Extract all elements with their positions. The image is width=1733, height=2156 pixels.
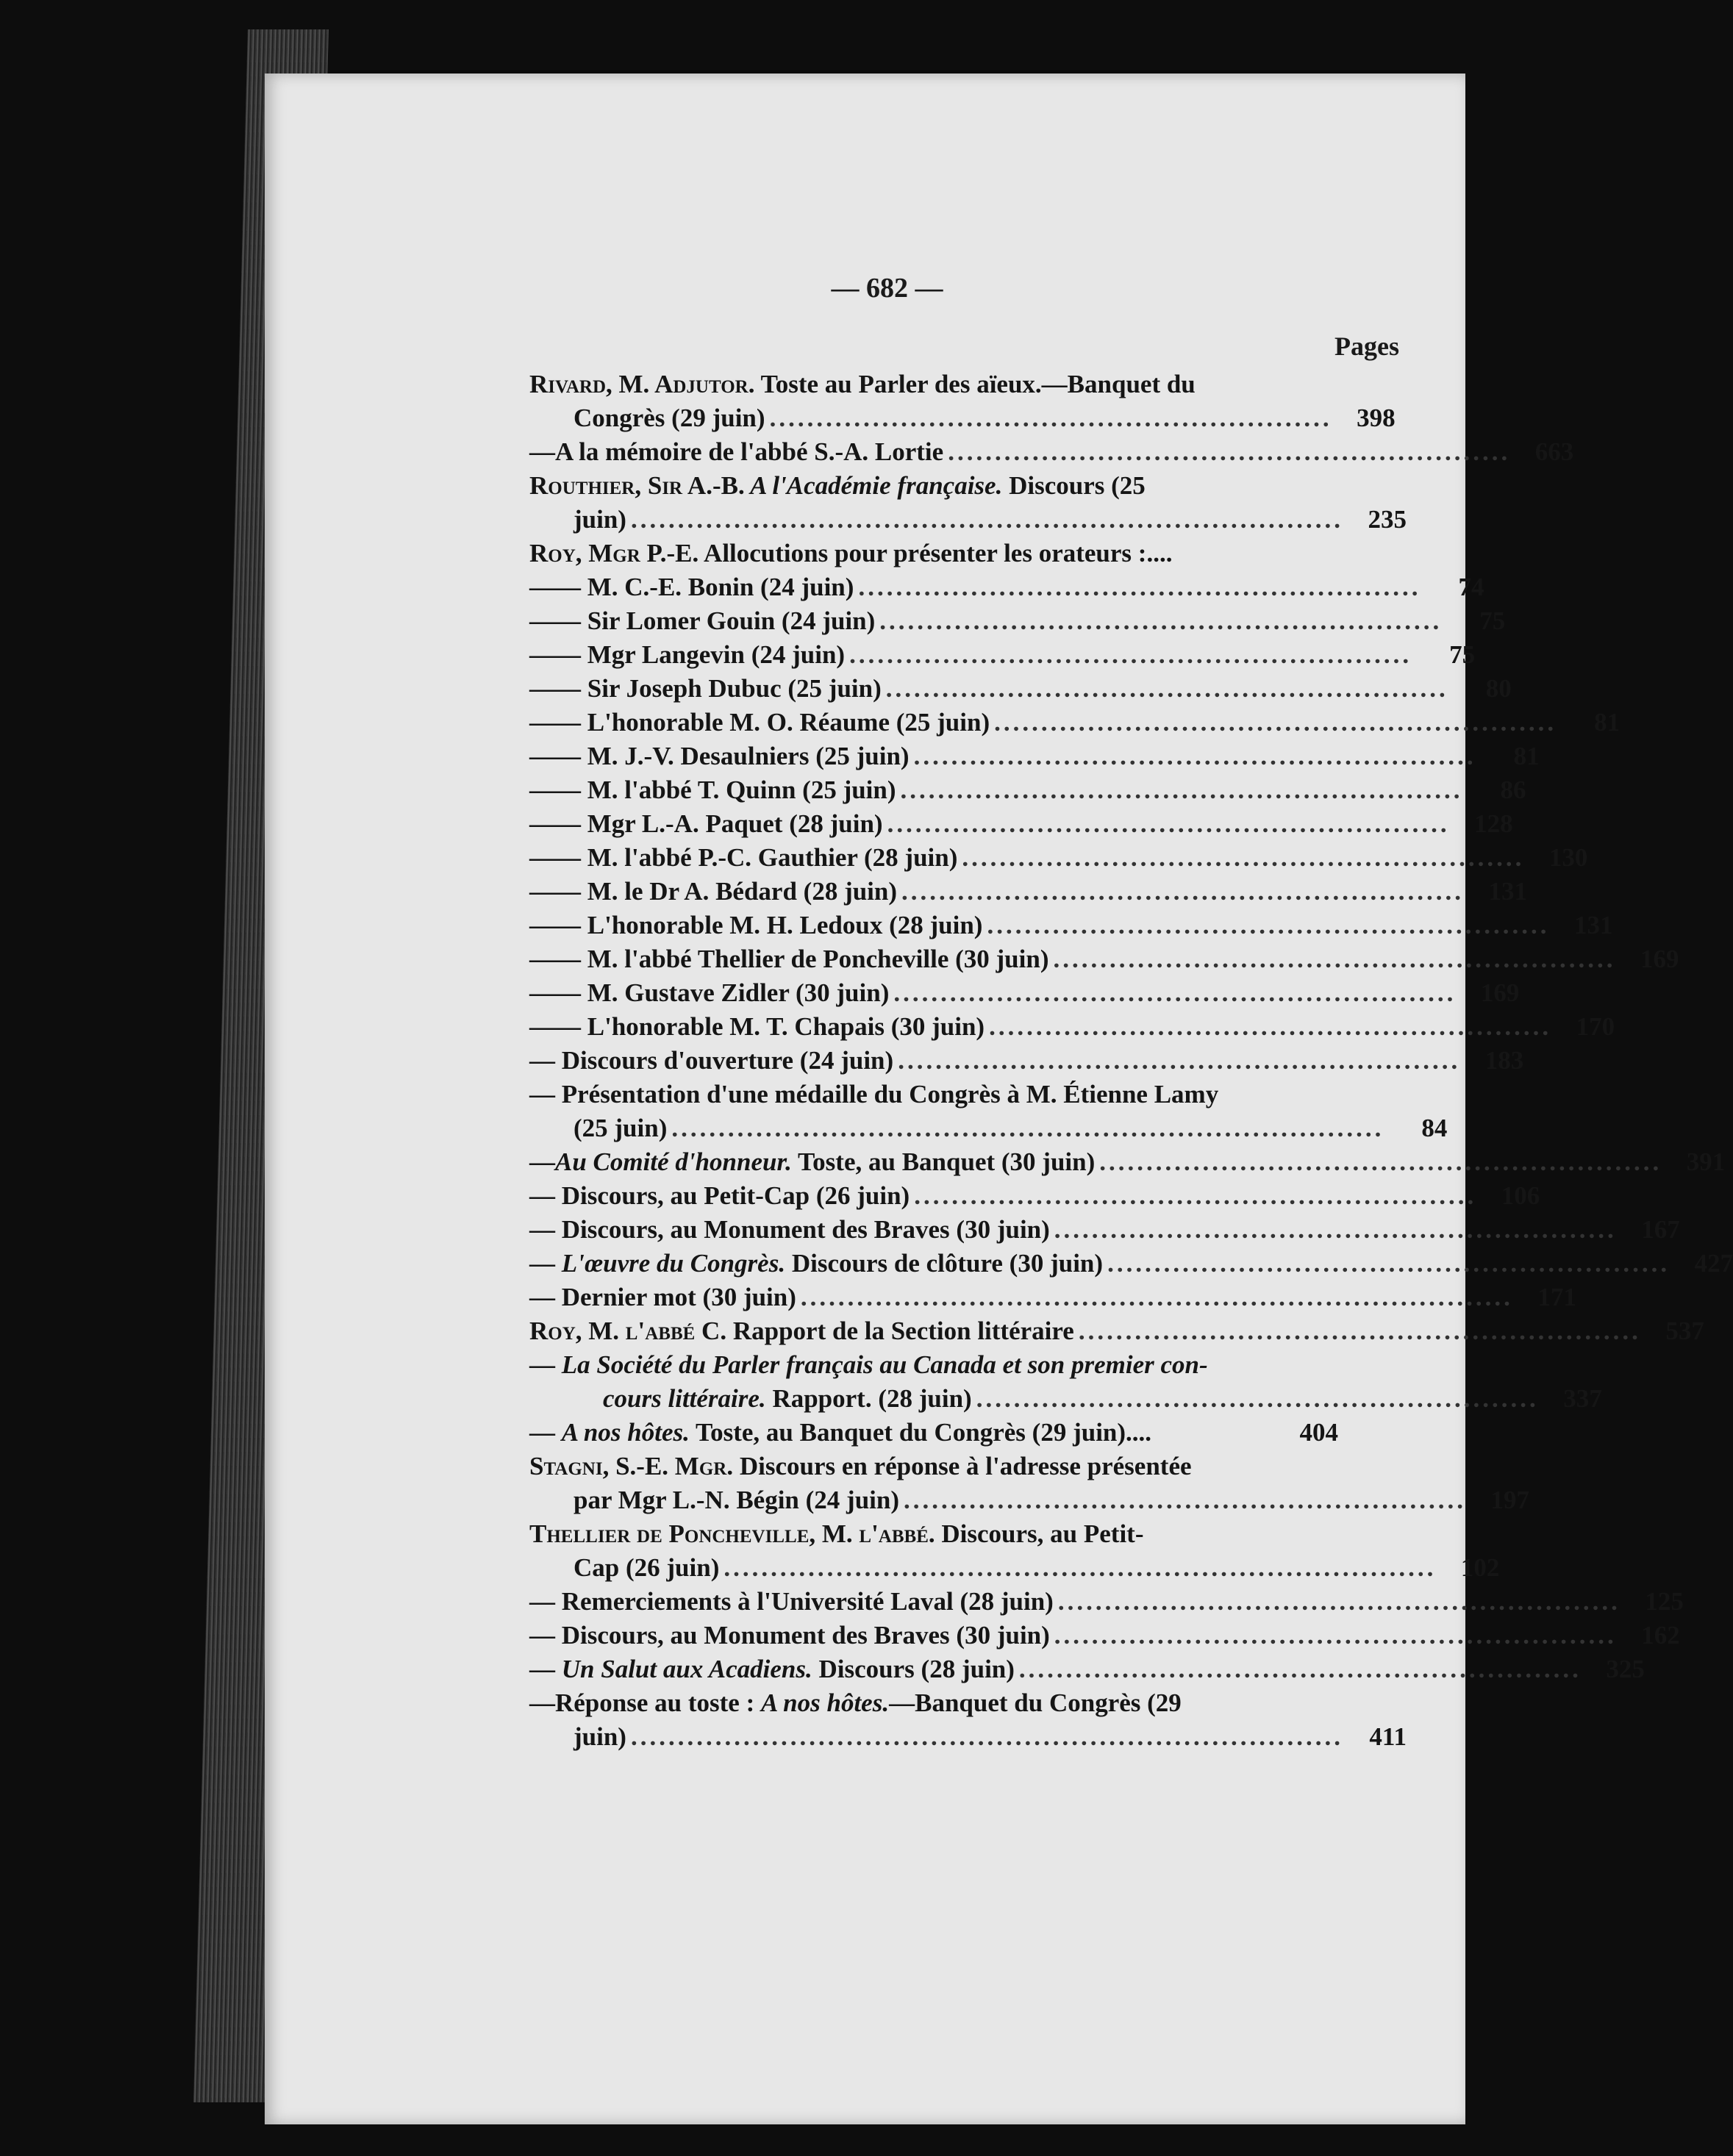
entry-page: 102 xyxy=(1460,1553,1500,1582)
entry-page: 427 xyxy=(1694,1249,1733,1278)
leader-dots: ............................................................ xyxy=(913,742,1476,770)
entry-head: Rivard, M. Adjutor. xyxy=(529,370,755,398)
entry-text: —— L'honorable M. H. Ledoux (28 juin) xyxy=(529,911,983,939)
index-entry xyxy=(529,875,1528,909)
index-entry xyxy=(529,1686,1407,1754)
entry-page: 86 xyxy=(1500,776,1526,804)
entry-page: 171 xyxy=(1537,1283,1576,1311)
leader-dots: ............................................................................ xyxy=(630,1722,1343,1751)
entry-text: Allocutions pour présenter les orateurs :.... xyxy=(698,539,1173,567)
index-entry xyxy=(529,1078,1448,1145)
entry-continuation: par Mgr L.-N. Bégin (24 juin) xyxy=(574,1486,900,1514)
index-entry xyxy=(529,1314,1704,1348)
entry-page: 398 xyxy=(1357,404,1396,432)
entry-page: 81 xyxy=(1513,742,1540,770)
pages-column-label: Pages xyxy=(1334,332,1399,361)
entry-continuation: Cap (26 juin) xyxy=(574,1553,720,1582)
leader-dots: ............................................................ xyxy=(849,640,1412,669)
leader-dots: ............................................................ xyxy=(1053,945,1616,973)
entry-text: —— M. C.-E. Bonin (24 juin) xyxy=(529,573,854,601)
index-entry xyxy=(529,604,1506,638)
entry-page: 84 xyxy=(1421,1114,1448,1142)
index-entry xyxy=(529,368,1396,435)
leader-dots: ............................................................................ xyxy=(723,1553,1437,1582)
leader-dots: ............................................................................ xyxy=(671,1114,1384,1142)
entry-page: 183 xyxy=(1484,1046,1524,1075)
entry-title-italic: A nos hôtes. xyxy=(760,1688,890,1717)
entry-continuation: juin) xyxy=(574,1722,626,1751)
leader-dots: ............................................................ xyxy=(994,708,1557,737)
entry-text: —— M. le Dr A. Bédard (28 juin) xyxy=(529,877,898,906)
entry-page: 169 xyxy=(1640,945,1679,973)
leader-dots: ............................................................ xyxy=(989,1012,1552,1041)
leader-dots: ............................................................ xyxy=(1054,1215,1617,1244)
leader-dots: ............................................................................ xyxy=(800,1283,1513,1311)
entry-text: Discours (25 xyxy=(1002,471,1146,500)
entry-continuation: (25 juin) xyxy=(574,1114,668,1142)
entry-page: 404 xyxy=(1299,1418,1338,1447)
index-entry xyxy=(529,1652,1645,1686)
entry-text: Discours en réponse à l'adresse présentée xyxy=(733,1452,1192,1480)
entry-text: Discours, au Petit- xyxy=(935,1519,1144,1548)
entry-page: 81 xyxy=(1594,708,1621,737)
entry-page: 106 xyxy=(1501,1181,1540,1210)
entry-text-2: Discours de clôture (30 juin) xyxy=(785,1249,1104,1278)
index-entry xyxy=(529,807,1513,841)
entry-text: — Discours, au Petit-Cap (26 juin) xyxy=(529,1181,910,1210)
index-entry xyxy=(529,537,1338,570)
entry-page: 75 xyxy=(1479,606,1506,635)
index-entry xyxy=(529,942,1679,976)
entry-text-2: Toste, au Banquet (30 juin) xyxy=(791,1147,1096,1176)
entry-page: 663 xyxy=(1534,437,1574,466)
leader-dots: ............................................................ xyxy=(1054,1621,1617,1650)
entry-text: Toste au Parler des aïeux.—Banquet du xyxy=(754,370,1196,398)
entry-text: — xyxy=(529,1418,562,1447)
entry-continuation-italic: cours littéraire. xyxy=(603,1384,766,1413)
leader-dots: ............................................................ xyxy=(858,573,1421,601)
entry-page: 337 xyxy=(1563,1384,1602,1413)
index-entry xyxy=(529,1517,1500,1585)
leader-dots: ............................................................ xyxy=(898,1046,1461,1075)
book-page xyxy=(265,74,1733,2124)
entry-text: —— Mgr L.-A. Paquet (28 juin) xyxy=(529,809,883,838)
entry-page: 131 xyxy=(1488,877,1528,906)
index-entry xyxy=(529,976,1520,1010)
entry-text: —— L'honorable M. O. Réaume (25 juin) xyxy=(529,708,990,737)
entry-page: 391 xyxy=(1686,1147,1726,1176)
leader-dots: ............................................................ xyxy=(976,1384,1539,1413)
index-entry xyxy=(529,469,1407,537)
index-entry xyxy=(529,570,1484,604)
entry-text: —— M. l'abbé Thellier de Poncheville (30 juin) xyxy=(529,945,1049,973)
entry-page: 75 xyxy=(1449,640,1476,669)
entry-text: — Dernier mot (30 juin) xyxy=(529,1283,796,1311)
entry-title-italic: A l'Académie française. xyxy=(744,471,1003,500)
entry-title-italic: La Société du Parler français au Canada et son premier con- xyxy=(561,1350,1208,1379)
entry-title-italic: Au Comité d'honneur. xyxy=(555,1147,792,1176)
entry-head: Roy, Mgr P.-E. xyxy=(529,539,699,567)
index-entry xyxy=(529,1619,1680,1652)
entry-page: 197 xyxy=(1490,1486,1530,1514)
leader-dots: ............................................................ xyxy=(1099,1147,1662,1176)
index-entry xyxy=(529,1416,1338,1450)
entry-text: — Discours, au Monument des Braves (30 juin) xyxy=(529,1215,1050,1244)
entry-page: 325 xyxy=(1606,1655,1645,1683)
entry-text: —— L'honorable M. T. Chapais (30 juin) xyxy=(529,1012,985,1041)
index-entry xyxy=(529,1585,1684,1619)
entry-head: Roy, M. l'abbé C. xyxy=(529,1317,727,1345)
entry-text: — xyxy=(529,1350,562,1379)
entry-text: — Discours, au Monument des Braves (30 juin) xyxy=(529,1621,1050,1650)
leader-dots: ............................................................ xyxy=(901,877,1465,906)
index-entry xyxy=(529,1010,1615,1044)
entry-text: — xyxy=(529,1655,562,1683)
entry-text: —— Sir Lomer Gouin (24 juin) xyxy=(529,606,876,635)
index-entry xyxy=(529,1179,1540,1213)
leader-dots: ............................................................................ xyxy=(630,505,1343,534)
index-entry xyxy=(529,1450,1530,1517)
index-entry xyxy=(529,1247,1733,1281)
entry-page: 411 xyxy=(1369,1722,1407,1751)
entry-text: —— M. J.-V. Desaulniers (25 juin) xyxy=(529,742,910,770)
index-entry xyxy=(529,706,1621,739)
entry-text: — xyxy=(529,1249,562,1278)
entry-text: — Présentation d'une médaille du Congrès à M. Étienne Lamy xyxy=(529,1080,1219,1109)
leader-dots: ............................................................ xyxy=(904,1486,1467,1514)
entry-title-italic: L'œuvre du Congrès. xyxy=(561,1249,786,1278)
leader-dots: ............................................................ xyxy=(900,776,1463,804)
entry-page: 125 xyxy=(1645,1587,1684,1616)
entry-text: Rapport de la Section littéraire xyxy=(726,1317,1074,1345)
leader-dots: ............................................................ xyxy=(885,674,1448,703)
leader-dots: ............................................................ xyxy=(948,437,1511,466)
entry-head: Thellier de Poncheville, M. l'abbé. xyxy=(529,1519,935,1548)
index-entry xyxy=(529,773,1526,807)
leader-dots: ............................................................ xyxy=(879,606,1443,635)
index-entries xyxy=(529,368,1733,1754)
entry-text: —— M. l'abbé T. Quinn (25 juin) xyxy=(529,776,896,804)
entry-text: — xyxy=(529,1147,555,1176)
leader-dots: ............................................................ xyxy=(1018,1655,1582,1683)
leader-dots: ............................................................ xyxy=(769,404,1332,432)
entry-page: 80 xyxy=(1485,674,1512,703)
entry-page: 170 xyxy=(1576,1012,1615,1041)
entry-title-italic: Un Salut aux Acadiens. xyxy=(561,1655,812,1683)
entry-text: —Réponse au toste : xyxy=(529,1688,761,1717)
leader-dots: ............................................................ xyxy=(1078,1317,1641,1345)
index-entry xyxy=(529,435,1574,469)
entry-text: —— Mgr Langevin (24 juin) xyxy=(529,640,846,669)
entry-title-italic: A nos hôtes. xyxy=(561,1418,690,1447)
index-entry xyxy=(529,1044,1524,1078)
leader-dots: ............................................................ xyxy=(893,978,1457,1007)
entry-page: 74 xyxy=(1458,573,1484,601)
entry-text-2: Toste, au Banquet du Congrès (29 juin).... xyxy=(689,1418,1152,1447)
entry-head: Stagni, S.-E. Mgr. xyxy=(529,1452,734,1480)
entry-page: 537 xyxy=(1665,1317,1704,1345)
entry-text: — Remerciements à l'Université Laval (28 juin) xyxy=(529,1587,1054,1616)
entry-page: 235 xyxy=(1368,505,1407,534)
entry-text: —— M. l'abbé P.-C. Gauthier (28 juin) xyxy=(529,843,958,872)
entry-text-2: —Banquet du Congrès (29 xyxy=(889,1688,1182,1717)
entry-continuation: Congrès (29 juin) xyxy=(574,404,765,432)
entry-text: —A la mémoire de l'abbé S.-A. Lortie xyxy=(529,437,944,466)
index-entry xyxy=(529,1213,1680,1247)
index-entry xyxy=(529,739,1540,773)
leader-dots: ............................................................ xyxy=(887,809,1450,838)
entry-text: — Discours d'ouverture (24 juin) xyxy=(529,1046,894,1075)
leader-dots: ............................................................ xyxy=(987,911,1550,939)
index-entry xyxy=(529,672,1512,706)
entry-head: Routhier, Sir A.-B. xyxy=(529,471,745,500)
entry-page: 130 xyxy=(1548,843,1588,872)
entry-text-2: Discours (28 juin) xyxy=(812,1655,1015,1683)
index-entry xyxy=(529,1348,1602,1416)
entry-text: —— Sir Joseph Dubuc (25 juin) xyxy=(529,674,882,703)
index-entry xyxy=(529,909,1613,942)
entry-page: 167 xyxy=(1641,1215,1680,1244)
leader-dots: ............................................................ xyxy=(1107,1249,1671,1278)
entry-page: 169 xyxy=(1480,978,1520,1007)
index-entry xyxy=(529,841,1588,875)
entry-page: 131 xyxy=(1573,911,1613,939)
leader-dots: ............................................................ xyxy=(1057,1587,1621,1616)
index-entry xyxy=(529,1145,1726,1179)
leader-dots: ............................................................ xyxy=(914,1181,1477,1210)
entry-continuation: Rapport. (28 juin) xyxy=(765,1384,972,1413)
index-entry xyxy=(529,1281,1576,1314)
index-entry xyxy=(529,638,1476,672)
page-number: — 682 — xyxy=(831,273,943,304)
entry-page: 162 xyxy=(1641,1621,1680,1650)
leader-dots: ............................................................ xyxy=(962,843,1525,872)
entry-page: 128 xyxy=(1474,809,1513,838)
entry-text: —— M. Gustave Zidler (30 juin) xyxy=(529,978,890,1007)
entry-continuation: juin) xyxy=(574,505,626,534)
